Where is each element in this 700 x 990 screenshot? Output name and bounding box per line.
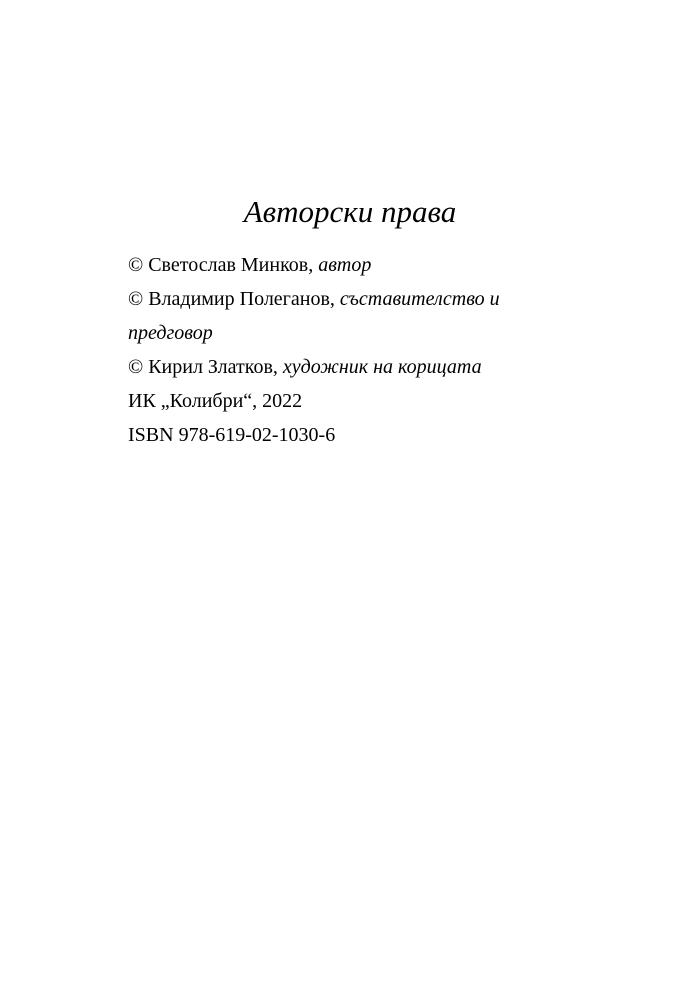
credit-separator: , — [308, 254, 314, 276]
copyright-symbol: © — [128, 288, 144, 310]
credit-name: Светослав Минков — [148, 254, 309, 276]
credit-separator: , — [272, 356, 278, 378]
credit-role: съставителство и предговор — [128, 288, 500, 344]
credit-line-compiler — [128, 282, 568, 350]
credit-name: Владимир Полеганов — [148, 288, 330, 310]
credit-separator: , — [329, 288, 335, 310]
credit-line-author — [128, 248, 568, 282]
credit-name: Кирил Златков — [148, 356, 273, 378]
credit-role: автор — [318, 254, 372, 276]
page-title: Авторски права — [243, 194, 457, 229]
credit-line-cover-artist — [128, 350, 568, 384]
copyright-block — [128, 248, 568, 452]
copyright-symbol: © — [128, 254, 144, 276]
copyright-symbol: © — [128, 356, 144, 378]
publisher-line: ИК „Колибри“, 2022 — [128, 390, 303, 412]
isbn-line: ISBN 978-619-02-1030-6 — [128, 424, 336, 446]
credit-role: художник на корицата — [282, 356, 482, 378]
